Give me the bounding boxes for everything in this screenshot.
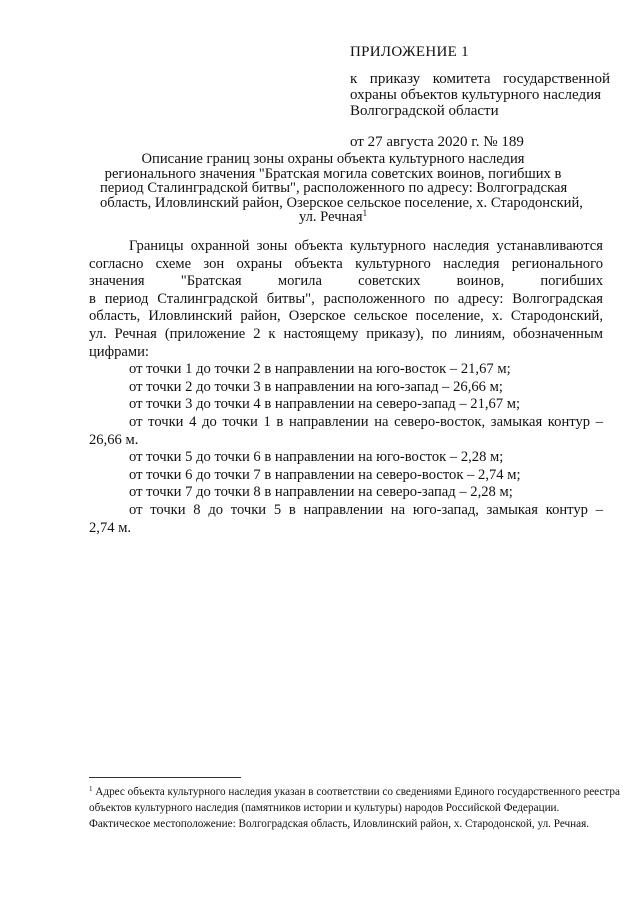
body-line: в период Сталинградской битвы", расположенного по адресу: Волгоградская bbox=[89, 290, 603, 307]
body-line: ул. Речная (приложение 2 к настоящему приказу), по линиям, обозначенным bbox=[89, 325, 603, 342]
footnote-mark: 1 bbox=[89, 785, 93, 793]
order-reference-line: Волгоградской области bbox=[350, 103, 499, 119]
boundary-item: от точки 6 до точки 7 в направлении на северо-восток – 2,74 м; bbox=[129, 466, 521, 483]
heading-last-line bbox=[100, 210, 566, 225]
order-date: от 27 августа 2020 г. № 189 bbox=[350, 134, 524, 150]
body-line: Границы охранной зоны объекта культурного наследия устанавливаются bbox=[129, 238, 603, 254]
boundary-item: от точки 3 до точки 4 в направлении на северо-запад – 21,67 м; bbox=[129, 396, 521, 413]
footnote-line bbox=[89, 784, 620, 800]
boundary-item: от точки 7 до точки 8 в направлении на северо-запад – 2,28 м; bbox=[129, 484, 513, 501]
boundary-item: от точки 5 до точки 6 в направлении на юго-восток – 2,28 м; bbox=[129, 449, 504, 466]
footnote-line: Фактическое местоположение: Волгоградская область, Иловлинский район, х. Стародонской, ул. Речная. bbox=[89, 818, 590, 830]
document-heading bbox=[100, 151, 583, 226]
order-reference-line: к приказу комитета государственной bbox=[350, 71, 610, 87]
footnote-reference: 1 bbox=[362, 208, 368, 219]
footnote-line: объектов культурного наследия (памятников истории и культуры) народов Российской Федерации. bbox=[89, 802, 560, 814]
boundary-item-continuation: 2,74 м. bbox=[89, 519, 132, 536]
body-line: значения "Братская могила советских воинов, погибших bbox=[89, 273, 603, 290]
footnote bbox=[89, 784, 620, 832]
footnote-divider bbox=[89, 777, 241, 778]
body-line: область, Иловлинский район, Озерское сельское поселение, х. Стародонский, bbox=[89, 308, 603, 325]
boundary-item: от точки 1 до точки 2 в направлении на юго-восток – 21,67 м; bbox=[129, 361, 511, 378]
appendix-header bbox=[350, 44, 610, 150]
heading-line: область, Иловлинский район, Озерское сельское поселение, х. Стародонский, bbox=[100, 194, 583, 211]
boundary-item: от точки 2 до точки 3 в направлении на юго-запад – 26,66 м; bbox=[129, 378, 503, 395]
boundary-item-continuation: 26,66 м. bbox=[89, 431, 139, 448]
heading-line: период Сталинградской битвы", расположенного по адресу: Волгоградская bbox=[100, 180, 568, 197]
heading-line: ул. Речная bbox=[298, 209, 363, 226]
heading-line: Описание границ зоны охраны объекта культурного наследия bbox=[141, 151, 525, 167]
boundary-item: от точки 8 до точки 5 в направлении на юго-запад, замыкая контур – bbox=[129, 501, 603, 518]
footnote-text: Адрес объекта культурного наследия указан в соответствии со сведениями Единого государственного реестра bbox=[95, 786, 620, 798]
document-body bbox=[89, 238, 603, 537]
boundary-item: от точки 4 до точки 1 в направлении на северо-восток, замыкая контур – bbox=[129, 413, 603, 430]
appendix-title: ПРИЛОЖЕНИЕ 1 bbox=[350, 44, 469, 60]
body-line: согласно схеме зон охраны объекта культурного наследия регионального bbox=[89, 255, 603, 272]
appendix-order-reference bbox=[350, 71, 610, 119]
heading-line: регионального значения "Братская могила советских воинов, погибших в bbox=[104, 165, 562, 182]
order-reference-line: охраны объектов культурного наследия bbox=[350, 87, 602, 103]
body-line: цифрами: bbox=[89, 343, 149, 360]
